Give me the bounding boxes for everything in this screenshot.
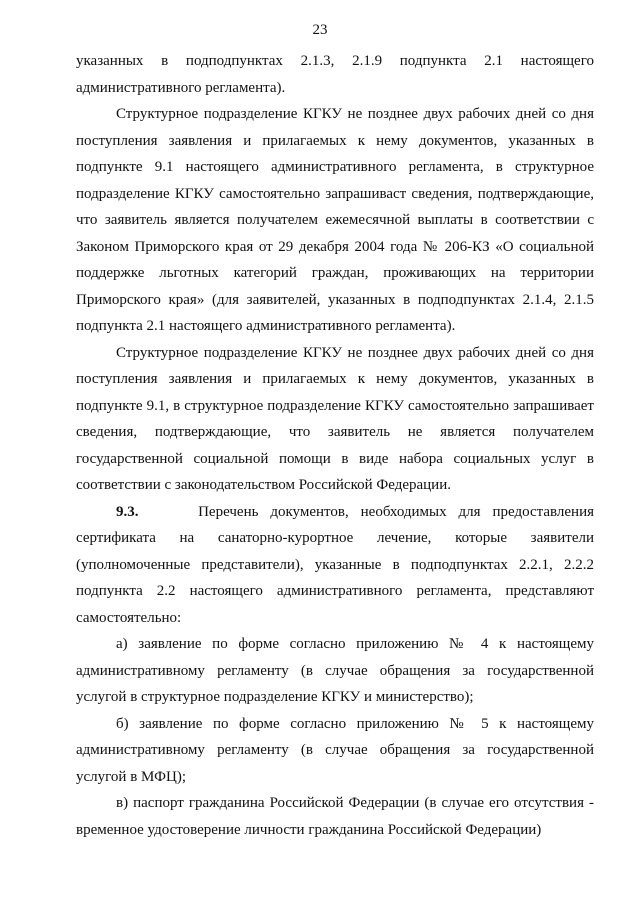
paragraph-text: указанных в подподпунктах 2.1.3, 2.1.9 подпункта 2.1 настоящего административного регламента). xyxy=(76,53,594,96)
paragraph-kgku-request-social-help xyxy=(76,340,594,499)
list-item-a xyxy=(76,631,594,711)
paragraph-9-3-document-list xyxy=(76,499,594,632)
paragraph-text: Перечень документов, необходимых для предоставления сертификата на санаторно-курортное лечение, которые заявители (уполномоченные представители), указанные в подподпунктах 2.2.1, 2.2.2 подпункта 2.2 настоящего административного регламента, представляют самостоятельно: xyxy=(76,503,594,626)
paragraph-continuation xyxy=(76,48,594,101)
document-body xyxy=(76,48,594,843)
paragraph-text: в) паспорт гражданина Российской Федерации (в случае его отсутствия - временное удостоверение личности гражданина Российской Федерации) xyxy=(76,795,594,838)
page-number: 23 xyxy=(312,22,328,38)
section-number: 9.3. xyxy=(116,503,139,520)
paragraph-text: а) заявление по форме согласно приложению № 4 к настоящему административному регламенту (в случае обращения за государственной услугой в структурное подразделение КГКУ и министерство); xyxy=(76,636,594,705)
paragraph-text: б) заявление по форме согласно приложению № 5 к настоящему административному регламенту (в случае обращения за государственной услугой в МФЦ); xyxy=(76,715,594,785)
paragraph-text: Структурное подразделение КГКУ не позднее двух рабочих дней со дня поступления заявления и прилагаемых к нему документов, указанных в подпункте 9.1 настоящего административного регламента, в структурное подразделение КГКУ самостоятельно запрашиваст сведения, подтверждающие, что заявитель является получателем ежемесячной выплаты в соответствии с Законом Приморского края от 29 декабря 2004 года № 206-КЗ «О социальной поддержке льготных категорий граждан, проживающих на территории Приморского края» (для заявителей, указанных в подподпунктах 2.1.4, 2.1.5 подпункта 2.1 настоящего административного регламента). xyxy=(76,106,594,334)
paragraph-kgku-request-monthly-payment xyxy=(76,101,594,340)
paragraph-text: Структурное подразделение КГКУ не позднее двух рабочих дней со дня поступления заявления и прилагаемых к нему документов, указанных в подпункте 9.1, в структурное подразделение КГКУ самостоятельно запрашивает сведения, подтверждающие, что заявитель не является получателем государственной социальной помощи в виде набора социальных услуг в соответствии с законодательством Российской Федерации. xyxy=(76,344,594,493)
list-item-b xyxy=(76,711,594,791)
list-item-v xyxy=(76,790,594,843)
